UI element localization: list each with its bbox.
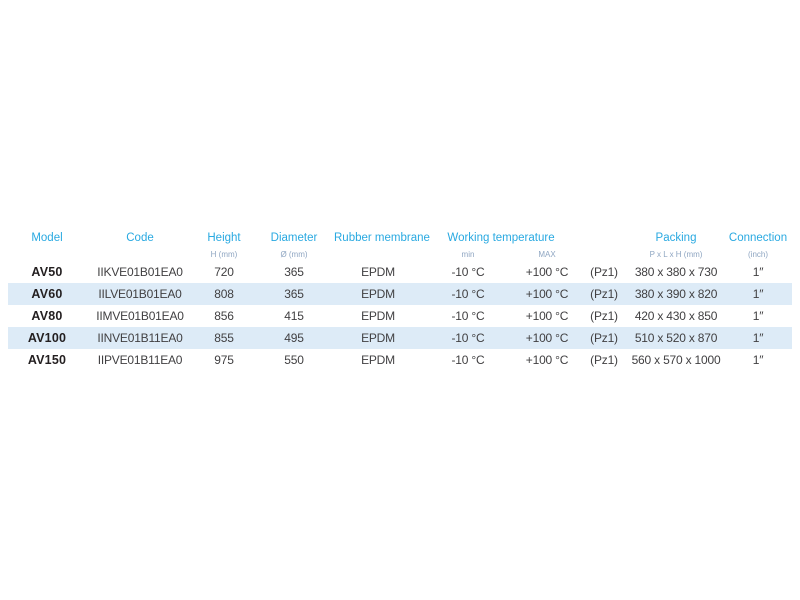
cell-temp-max: +100 °C [525,331,569,345]
cell-diameter: 415 [284,309,304,323]
cell-membrane: EPDM [361,265,395,279]
cell-temp-max: +100 °C [525,265,569,279]
cell-height: 720 [214,265,234,279]
cell-height: 856 [214,309,234,323]
cell-connection: 1″ [752,265,764,279]
product-spec-table [8,228,792,371]
cell-model: AV150 [27,353,67,367]
header-packing: Packing [655,231,697,244]
header-row [8,228,792,247]
subheader-row [8,247,792,261]
header-working-temperature: Working temperature [447,231,555,244]
cell-temp-max: +100 °C [525,353,569,367]
cell-membrane: EPDM [361,309,395,323]
table-body [8,261,792,371]
subheader-temp-max: MAX [538,249,556,259]
cell-packing: 560 x 570 x 1000 [631,353,721,367]
subheader-membrane-spacer [334,247,422,261]
table-row [8,349,792,371]
cell-code: IIPVE01B11EA0 [97,353,183,367]
subheader-temp-min: min [461,249,475,259]
cell-code: IINVE01B11EA0 [97,331,183,345]
cell-temp-min: -10 °C [451,265,485,279]
cell-pz: (Pz1) [590,287,618,301]
header-connection: Connection [728,231,788,244]
cell-connection: 1″ [752,287,764,301]
header-height: Height [207,231,241,244]
cell-pz: (Pz1) [590,331,618,345]
cell-membrane: EPDM [361,287,395,301]
subheader-packing-unit: P x L x H (mm) [649,249,703,259]
table-row [8,327,792,349]
subheader-code-spacer [86,247,194,261]
cell-code: IIMVE01B01EA0 [96,309,184,323]
subheader-model-spacer [8,247,86,261]
header-pz-spacer [580,228,628,247]
cell-packing: 380 x 390 x 820 [634,287,718,301]
cell-height: 808 [214,287,234,301]
cell-code: IILVE01B01EA0 [98,287,182,301]
cell-packing: 380 x 380 x 730 [634,265,718,279]
cell-diameter: 550 [284,353,304,367]
subheader-pz-spacer [580,247,628,261]
cell-packing: 420 x 430 x 850 [634,309,718,323]
cell-height: 975 [214,353,234,367]
cell-temp-min: -10 °C [451,331,485,345]
table-row [8,283,792,305]
subheader-height-unit: H (mm) [210,249,238,259]
cell-membrane: EPDM [361,353,395,367]
header-code: Code [126,231,154,244]
cell-model: AV100 [27,331,67,345]
cell-model: AV60 [31,287,63,301]
cell-temp-max: +100 °C [525,287,569,301]
cell-pz: (Pz1) [590,265,618,279]
cell-temp-min: -10 °C [451,309,485,323]
cell-pz: (Pz1) [590,309,618,323]
cell-code: IIKVE01B01EA0 [97,265,183,279]
header-diameter: Diameter [270,231,318,244]
table-header [8,228,792,261]
cell-membrane: EPDM [361,331,395,345]
subheader-diameter-unit: Ø (mm) [280,249,308,259]
header-rubber-membrane: Rubber membrane [334,231,430,244]
cell-temp-max: +100 °C [525,309,569,323]
cell-model: AV50 [31,265,63,279]
cell-diameter: 365 [284,265,304,279]
cell-model: AV80 [31,309,63,323]
cell-diameter: 495 [284,331,304,345]
cell-pz: (Pz1) [590,353,618,367]
subheader-connection-unit: (inch) [748,249,769,259]
cell-connection: 1″ [752,309,764,323]
table-row [8,261,792,283]
cell-packing: 510 x 520 x 870 [634,331,718,345]
cell-connection: 1″ [752,331,764,345]
cell-diameter: 365 [284,287,304,301]
cell-temp-min: -10 °C [451,353,485,367]
header-model: Model [31,231,63,244]
cell-connection: 1″ [752,353,764,367]
table-row [8,305,792,327]
cell-temp-min: -10 °C [451,287,485,301]
cell-height: 855 [214,331,234,345]
